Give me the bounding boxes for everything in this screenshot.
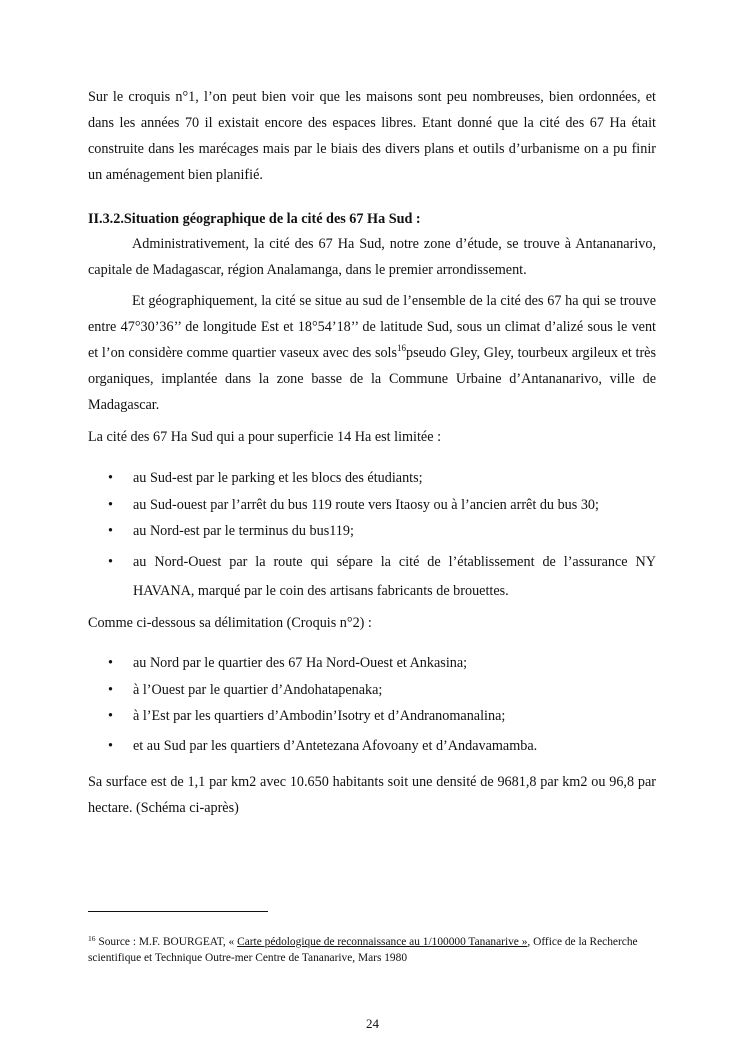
bullet-icon: •	[108, 553, 113, 570]
list-item: • à l’Est par les quartiers d’Ambodin’Isotry et d’Andranomanalina;	[88, 703, 656, 730]
paragraph-geographic	[88, 288, 656, 418]
page-number: 24	[366, 1016, 379, 1031]
footnote-title: Carte pédologique de reconnaissance au 1/100000 Tananarive »	[237, 936, 528, 948]
bullet-icon: •	[108, 470, 113, 486]
paragraph-surface-density: Sa surface est de 1,1 par km2 avec 10.650 habitants soit une densité de 9681,8 par km2 ou 96,8 par hectare. (Schéma ci-après)	[88, 774, 656, 816]
bullet-icon: •	[108, 496, 113, 513]
paragraph-delimitation-intro: Comme ci-dessous sa délimitation (Croquis n°2) :	[88, 615, 372, 631]
paragraph-limits-intro: La cité des 67 Ha Sud qui a pour superficie 14 Ha est limitée :	[88, 429, 442, 445]
bullet-icon: •	[108, 681, 113, 698]
footnote-number: 16	[88, 934, 96, 943]
list-item: • au Nord par le quartier des 67 Ha Nord-Ouest et Ankasina;	[88, 650, 656, 677]
list-item: • au Sud-est par le parking et les blocs des étudiants;	[88, 465, 656, 492]
limits-list	[88, 465, 656, 606]
delimitation-list	[88, 650, 656, 759]
bullet-icon: •	[108, 523, 113, 539]
list-item: • à l’Ouest par le quartier d’Andohatapenaka;	[88, 677, 656, 704]
list-item: • au Nord-est par le terminus du bus119;	[88, 518, 656, 545]
paragraph-administrative: Administrativement, la cité des 67 Ha Sud, notre zone d’étude, se trouve à Antananarivo, capitale de Madagascar, région Analamanga, dans le premier arrondissement.	[88, 236, 656, 278]
footnote-prefix: Source : M.F. BOURGEAT, «	[98, 936, 235, 948]
paragraph-geographic-text-2: pseudo Gley, Gley, tourbeux argileux et très organiques, implantée dans la zone basse de la Commune Urbaine d’Antananarivo, ville de Madagascar.	[88, 345, 657, 413]
footnote-suffix: , Office de la Recherche scientifique et Technique Outre-mer Centre de Tananarive, Mars 1980	[88, 936, 638, 964]
footnote	[88, 934, 656, 966]
footnote-separator	[88, 911, 268, 912]
footnote-reference: 16	[397, 343, 407, 353]
paragraph-geographic-text-1: Et géographiquement, la cité se situe au sud de l’ensemble de la cité des 67 ha qui se trouve entre 47°30’36’’ de longitude Est et 18°54’18’’ de latitude Sud, sous un climat d’alizé sous le vent et l’on considère comme quartier vaseux avec des sols	[88, 293, 656, 361]
bullet-icon: •	[108, 655, 113, 671]
section-heading: II.3.2.Situation géographique de la cité des 67 Ha Sud :	[88, 211, 421, 227]
list-item: • et au Sud par les quartiers d’Antetezana Afovoany et d’Andavamamba.	[88, 733, 656, 760]
paragraph-croquis-1: Sur le croquis n°1, l’on peut bien voir que les maisons sont peu nombreuses, bien ordonnées, et dans les années 70 il existait encore des espaces libres. Etant donné que la cité des 67 Ha était construite dans les marécages mais par le biais des divers plans et outils d’urbanisme on a pu finir un aménagement bien planifié.	[88, 89, 656, 183]
bullet-icon: •	[108, 708, 113, 724]
list-item: • au Sud-ouest par l’arrêt du bus 119 route vers Itaosy ou à l’ancien arrêt du bus 30;	[88, 492, 656, 519]
bullet-icon: •	[108, 737, 113, 754]
list-item: • au Nord-Ouest par la route qui sépare la cité de l’établissement de l’assurance NY HAVANA, marqué par le coin des artisans fabricants de brouettes.	[88, 548, 656, 606]
